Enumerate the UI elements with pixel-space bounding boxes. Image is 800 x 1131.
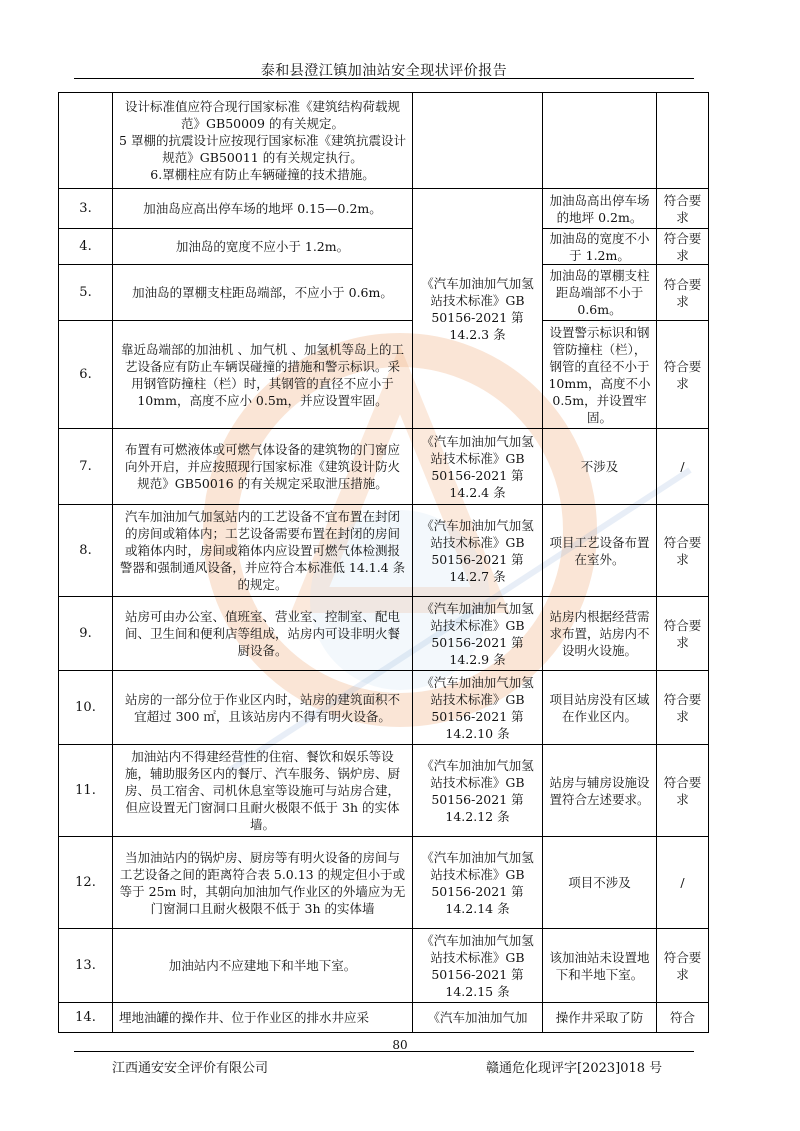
result-cell: 项目工艺设备布置在室外。 (543, 505, 657, 597)
requirement-cell: 埋地油罐的操作井、位于作业区的排水井应采 (113, 1003, 413, 1033)
result-cell: 站房与辅房设施设置符合左述要求。 (543, 745, 657, 837)
row-number: 11. (59, 745, 113, 837)
row-number (59, 93, 113, 189)
requirement-cell: 布置有可燃液体或可燃气体设备的建筑物的门窗应向外开启，并应按照现行国家标准《建筑设计防火规范》GB50016 的有关规定采取泄压措施。 (113, 429, 413, 505)
table-row (59, 189, 709, 229)
result-cell: 该加油站未设置地下和半地下室。 (543, 929, 657, 1003)
conclusion-cell: 符合 (657, 1003, 709, 1033)
requirement-cell: 靠近岛端部的加油机 、加气机 、加氢机等岛上的工艺设备应有防止车辆误碰撞的措施和警示标识。采用钢管防撞柱（栏）时，其钢管的直径不应小于 10mm，高度不应小 0.5m，并应设置牢固。 (113, 321, 413, 429)
result-cell: 项目站房没有区域在作业区内。 (543, 671, 657, 745)
result-cell: 站房内根据经营需求布置，站房内不设明火设施。 (543, 597, 657, 671)
table-row (59, 671, 709, 745)
requirement-cell: 加油岛的宽度不应小于 1.2m。 (113, 229, 413, 265)
basis-cell: 《汽车加油加气加氢站技术标准》GB 50156-2021 第 14.2.7 条 (413, 505, 543, 597)
header-divider (74, 78, 694, 79)
conclusion-cell: 符合要求 (657, 321, 709, 429)
row-number: 14. (59, 1003, 113, 1033)
requirement-cell: 加油岛应高出停车场的地坪 0.15—0.2m。 (113, 189, 413, 229)
table-row (59, 93, 709, 189)
row-number: 9. (59, 597, 113, 671)
result-cell: 设置警示标识和钢管防撞柱（栏），钢管的直径不小于 10mm，高度不小 0.5m，并设置牢固。 (543, 321, 657, 429)
table-row (59, 505, 709, 597)
requirement-cell: 加油站内不应建地下和半地下室。 (113, 929, 413, 1003)
table-row (59, 837, 709, 929)
page-header-title: 泰和县澄江镇加油站安全现状评价报告 (260, 63, 508, 79)
table-row (59, 265, 709, 321)
requirement-cell: 站房的一部分位于作业区内时，站房的建筑面积不宜超过 300 ㎡，且该站房内不得有明火设备。 (113, 671, 413, 745)
basis-cell: 《汽车加油加气加 (413, 1003, 543, 1033)
result-cell: 项目不涉及 (543, 837, 657, 929)
basis-cell: 《汽车加油加气加氢站技术标准》GB 50156-2021 第 14.2.10 条 (413, 671, 543, 745)
basis-cell: 《汽车加油加气加氢站技术标准》GB 50156-2021 第 14.2.15 条 (413, 929, 543, 1003)
basis-cell: 《汽车加油加气加氢站技术标准》GB 50156-2021 第 14.2.4 条 (413, 429, 543, 505)
conclusion-cell: 符合要求 (657, 505, 709, 597)
table-row (59, 429, 709, 505)
result-cell: 加油岛高出停车场的地坪 0.2m。 (543, 189, 657, 229)
row-number: 7. (59, 429, 113, 505)
conclusion-cell: / (657, 429, 709, 505)
table-row (59, 1003, 709, 1033)
conclusion-cell: 符合要求 (657, 229, 709, 265)
requirement-cell: 站房可由办公室、值班室、营业室、控制室、配电间、卫生间和便利店等组成，站房内可设非明火餐厨设备。 (113, 597, 413, 671)
row-number: 3. (59, 189, 113, 229)
footer-company: 江西通安安全评价有限公司 (112, 1061, 269, 1076)
result-cell: 不涉及 (543, 429, 657, 505)
conclusion-cell: 符合要求 (657, 671, 709, 745)
footer-divider (74, 1051, 694, 1052)
requirement-cell: 当加油站内的锅炉房、厨房等有明火设备的房间与工艺设备之间的距离符合表 5.0.13 的规定但小于或等于 25m 时，其朝向加油加气作业区的外墙应为无门窗洞口且耐火极限不低于 3h 的实体墙 (113, 837, 413, 929)
conclusion-cell (657, 93, 709, 189)
result-cell: 加油岛的宽度不小于 1.2m。 (543, 229, 657, 265)
result-cell: 加油岛的罩棚支柱距岛端部不小于 0.6m。 (543, 265, 657, 321)
footer-doc-number: 赣通危化现评字[2023]018 号 (486, 1061, 663, 1076)
page-number: 80 (392, 1038, 408, 1052)
result-cell (543, 93, 657, 189)
table-row (59, 929, 709, 1003)
row-number: 4. (59, 229, 113, 265)
result-cell: 操作井采取了防 (543, 1003, 657, 1033)
basis-cell: 《汽车加油加气加氢站技术标准》GB 50156-2021 第 14.2.9 条 (413, 597, 543, 671)
table-row (59, 229, 709, 265)
requirement-cell: 汽车加油加气加氢站内的工艺设备不宜布置在封闭的房间或箱体内；工艺设备需要布置在封闭的房间或箱体内时，房间或箱体内应设置可燃气体检测报警器和强制通风设备，并应符合本标准低 14.1.4 条的规定。 (113, 505, 413, 597)
conclusion-cell: / (657, 837, 709, 929)
table-row (59, 597, 709, 671)
basis-cell: 《汽车加油加气加氢站技术标准》GB 50156-2021 第 14.2.14 条 (413, 837, 543, 929)
basis-cell: 《汽车加油加气加氢站技术标准》GB 50156-2021 第 14.2.3 条 (413, 189, 543, 429)
row-number: 12. (59, 837, 113, 929)
conclusion-cell: 符合要求 (657, 929, 709, 1003)
row-number: 10. (59, 671, 113, 745)
conclusion-cell: 符合要求 (657, 265, 709, 321)
conclusion-cell: 符合要求 (657, 597, 709, 671)
conclusion-cell: 符合要求 (657, 189, 709, 229)
evaluation-table (58, 92, 709, 1033)
row-number: 5. (59, 265, 113, 321)
basis-cell (413, 93, 543, 189)
conclusion-cell: 符合要求 (657, 745, 709, 837)
row-number: 6. (59, 321, 113, 429)
table-row (59, 321, 709, 429)
row-number: 8. (59, 505, 113, 597)
basis-cell: 《汽车加油加气加氢站技术标准》GB 50156-2021 第 14.2.12 条 (413, 745, 543, 837)
requirement-cell: 加油站内不得建经营性的住宿、餐饮和娱乐等设施，辅助服务区内的餐厅、汽车服务、锅炉房、厨房、员工宿舍、司机休息室等设施可与站房合建，但应设置无门窗洞口且耐火极限不低于 3h 的实体墙。 (113, 745, 413, 837)
requirement-cell: 设计标准值应符合现行国家标准《建筑结构荷载规范》GB50009 的有关规定。 5 罩棚的抗震设计应按现行国家标准《建筑抗震设计规范》GB50011 的有关规定执行。 6.罩棚柱应有防止车辆碰撞的技术措施。 (113, 93, 413, 189)
row-number: 13. (59, 929, 113, 1003)
table-row (59, 745, 709, 837)
requirement-cell: 加油岛的罩棚支柱距岛端部，不应小于 0.6m。 (113, 265, 413, 321)
